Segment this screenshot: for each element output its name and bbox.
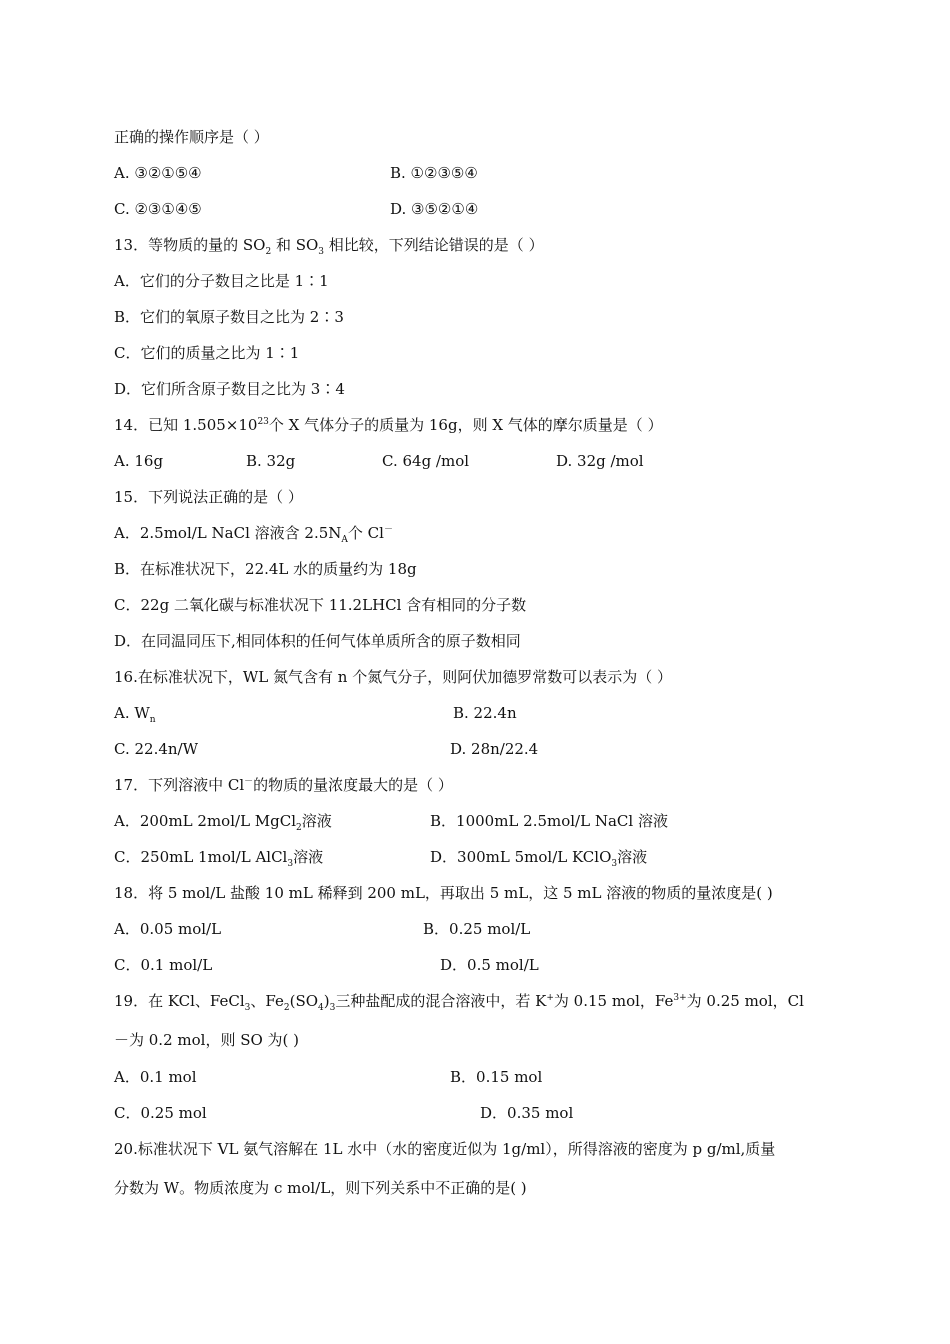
q17-superscript: －: [244, 777, 254, 787]
q13-option-b: B．它们的氧原子数目之比为 2∶3: [114, 308, 344, 326]
q16-option-a-part: A. W: [114, 704, 150, 722]
q18-option-b: B．0.25 mol/L: [423, 920, 531, 938]
q17-option-c-part: 溶液: [293, 848, 324, 866]
q16-subscript: n: [149, 715, 156, 725]
q18-option-d: D．0.5 mol/L: [440, 956, 539, 974]
q19-subscript: 4: [318, 1003, 324, 1013]
q17-subscript: 3: [287, 859, 294, 869]
q14-stem-part: 个 X 气体分子的质量为 16g，则 X 气体的摩尔质量是（ ）: [268, 416, 663, 434]
q19-stem-part: 为 0.15 mol，Fe: [553, 992, 674, 1010]
q12-option-a: A. ③②①⑤④: [114, 164, 202, 182]
q16-option-c: C. 22.4n/W: [114, 740, 199, 758]
q17-subscript: 2: [296, 823, 302, 833]
q17-subscript: 3: [611, 859, 618, 869]
q15-option-a: [114, 523, 393, 543]
q15-option-b: B．在标准状况下，22.4L 水的质量约为 18g: [114, 560, 417, 578]
q13-option-a: A．它们的分子数目之比是 1∶1: [114, 272, 329, 290]
q18-option-a: A．0.05 mol/L: [114, 920, 222, 938]
q15-superscript: －: [383, 525, 393, 535]
q19-stem-part: 三种盐配成的混合溶液中，若 K: [335, 992, 547, 1010]
q19-subscript: 3: [244, 1003, 251, 1013]
q19-subscript: 3: [329, 1003, 336, 1013]
q16-option-a: [114, 703, 156, 723]
q17-stem: [114, 775, 453, 795]
q19-stem-part: 、Fe: [250, 992, 284, 1010]
q13-option-d: D．它们所含原子数目之比为 3∶4: [114, 380, 345, 398]
q19-stem-part: 为 0.25 mol，Cl: [686, 992, 804, 1010]
q12-option-b: B. ①②③⑤④: [390, 164, 478, 182]
q17-stem-part: 的物质的量浓度最大的是（ ）: [253, 776, 453, 794]
q19-subscript: 2: [283, 1003, 290, 1013]
q17-option-a: [114, 811, 332, 831]
q15-stem: 15．下列说法正确的是（ ）: [114, 488, 303, 506]
q15-option-a-part: A．2.5mol/L NaCl 溶液含 2.5N: [114, 524, 342, 542]
q15-option-a-part: 个 Cl: [347, 524, 384, 542]
q12-option-d: D. ③⑤②①④: [390, 200, 479, 218]
q14-option-b: B. 32g: [246, 452, 296, 470]
q19-option-b: B．0.15 mol: [450, 1068, 543, 1086]
q19-option-c: C．0.25 mol: [114, 1104, 207, 1122]
q16-option-b: B. 22.4n: [453, 704, 517, 722]
q13-stem-part: 13．等物质的量的 SO: [114, 236, 266, 254]
q17-option-d-part: 溶液: [617, 848, 648, 866]
q16-stem: 16.在标准状况下，WL 氮气含有 n 个氮气分子，则阿伏加德罗常数可以表示为（ ）: [114, 668, 672, 686]
q17-option-b: B．1000mL 2.5mol/L NaCl 溶液: [430, 812, 668, 830]
q20-stem-line2: 分数为 W。物质浓度为 c mol/L，则下列关系中不正确的是( ): [114, 1179, 527, 1197]
q19-option-a: A．0.1 mol: [114, 1068, 197, 1086]
q13-stem-part: 相比较，下列结论错误的是（ ）: [324, 236, 544, 254]
q14-option-d: D. 32g /mol: [556, 452, 644, 470]
q12-stem: 正确的操作顺序是（ ）: [114, 128, 269, 146]
q13-option-c: C．它们的质量之比为 1∶1: [114, 344, 300, 362]
q17-stem-part: 17．下列溶液中 Cl: [114, 776, 245, 794]
q14-stem: [114, 415, 663, 435]
q16-option-d: D. 28n/22.4: [450, 740, 539, 758]
q13-subscript: 2: [265, 247, 272, 257]
q14-option-a: A. 16g: [114, 452, 164, 470]
q15-option-d: D．在同温同压下,相同体积的任何气体单质所含的原子数相同: [114, 632, 521, 650]
q18-option-c: C．0.1 mol/L: [114, 956, 213, 974]
q20-stem-line1: 20.标准状况下 VL 氨气溶解在 1L 水中（水的密度近似为 1g/ml），所得溶液的密度为 p g/ml,质量: [114, 1140, 776, 1158]
q17-option-d: [430, 847, 647, 867]
q14-stem-part: 14．已知 1.505×10: [114, 416, 258, 434]
q13-stem-part: 和 SO: [271, 236, 319, 254]
q13-stem: [114, 235, 544, 255]
q15-option-c: C．22g 二氧化碳与标准状况下 11.2LHCl 含有相同的分子数: [114, 596, 527, 614]
q19-stem-part: ): [323, 992, 330, 1010]
q14-option-c: C. 64g /mol: [382, 452, 470, 470]
q19-superscript: 3+: [673, 993, 687, 1003]
q13-subscript: 3: [318, 247, 325, 257]
q14-superscript: 23: [257, 417, 269, 427]
q19-stem-part: (SO: [289, 992, 319, 1010]
q19-superscript: +: [546, 993, 554, 1003]
q18-stem: 18．将 5 mol/L 盐酸 10 mL 稀释到 200 mL，再取出 5 mL，这 5 mL 溶液的物质的量浓度是( ): [114, 884, 773, 902]
q17-option-c: [114, 847, 323, 867]
q17-option-a-part: 溶液: [301, 812, 332, 830]
q19-option-d: D．0.35 mol: [480, 1104, 574, 1122]
q17-option-c-part: C．250mL 1mol/L AlCl: [114, 848, 288, 866]
q19-stem-line1: [114, 991, 804, 1011]
q12-option-c: C. ②③①④⑤: [114, 200, 202, 218]
q19-stem-line2: －为 0.2 mol，则 SO 为( ): [114, 1031, 300, 1049]
q17-option-d-part: D．300mL 5mol/L KClO: [430, 848, 612, 866]
q17-option-a-part: A．200mL 2mol/L MgCl: [114, 812, 297, 830]
q19-stem-part: 19．在 KCl、FeCl: [114, 992, 245, 1010]
q15-subscript: A: [341, 535, 348, 545]
